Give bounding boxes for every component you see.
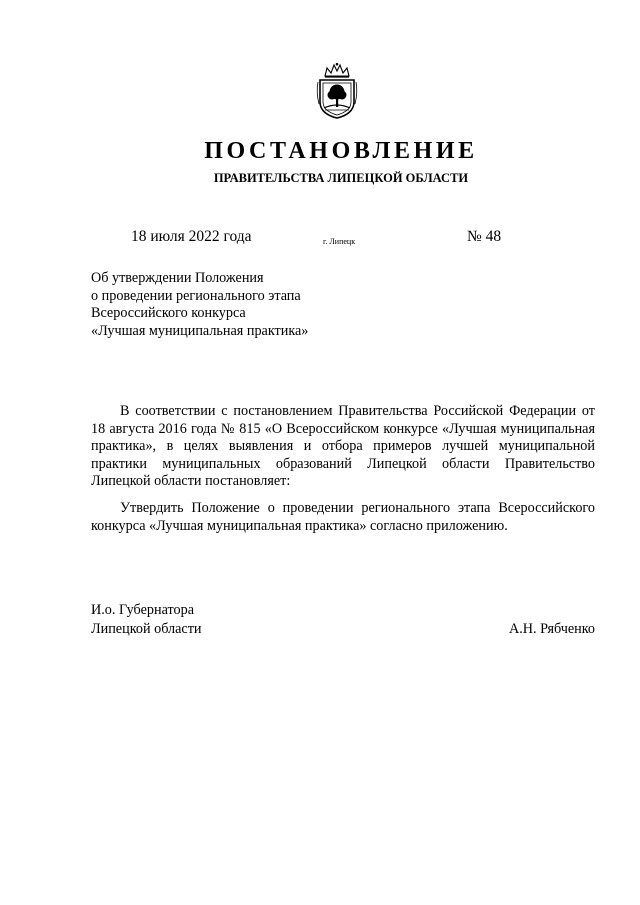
body-paragraph: Утвердить Положение о проведении регионального этапа Всероссийского конкурса «Лучшая муниципальная практика» согласно приложению.: [91, 500, 595, 534]
subject-line: Всероссийского конкурса: [91, 305, 246, 321]
coat-of-arms-icon: [315, 62, 359, 120]
document-number: № 48: [467, 228, 502, 245]
signatory-title: [91, 601, 202, 639]
signatory-title-line: Липецкой области: [91, 621, 202, 637]
signatory-name: А.Н. Рябченко: [509, 621, 595, 637]
document-date: 18 июля 2022 года: [131, 228, 252, 245]
body-paragraph: В соответствии с постановлением Правительства Российской Федерации от 18 августа 2016 года № 815 «О Всероссийском конкурсе «Лучшая муниципальная практика», в целях выявления и отбора примеров лучшей муниципальной практики муниципальных образований Липецкой области Правительство Липецкой области постановляет:: [91, 403, 595, 489]
document-title: ПОСТАНОВЛЕНИЕ: [204, 138, 478, 164]
subject-line: «Лучшая муниципальная практика»: [91, 322, 309, 339]
document-city: г. Липецк: [323, 237, 356, 246]
subject-line: Об утверждении Положения: [91, 270, 264, 286]
signatory-title-line: И.о. Губернатора: [91, 602, 194, 618]
document-subject: [91, 270, 308, 340]
subject-line: о проведении регионального этапа: [91, 287, 301, 304]
document-subtitle: ПРАВИТЕЛЬСТВА ЛИПЕЦКОЙ ОБЛАСТИ: [213, 171, 469, 185]
